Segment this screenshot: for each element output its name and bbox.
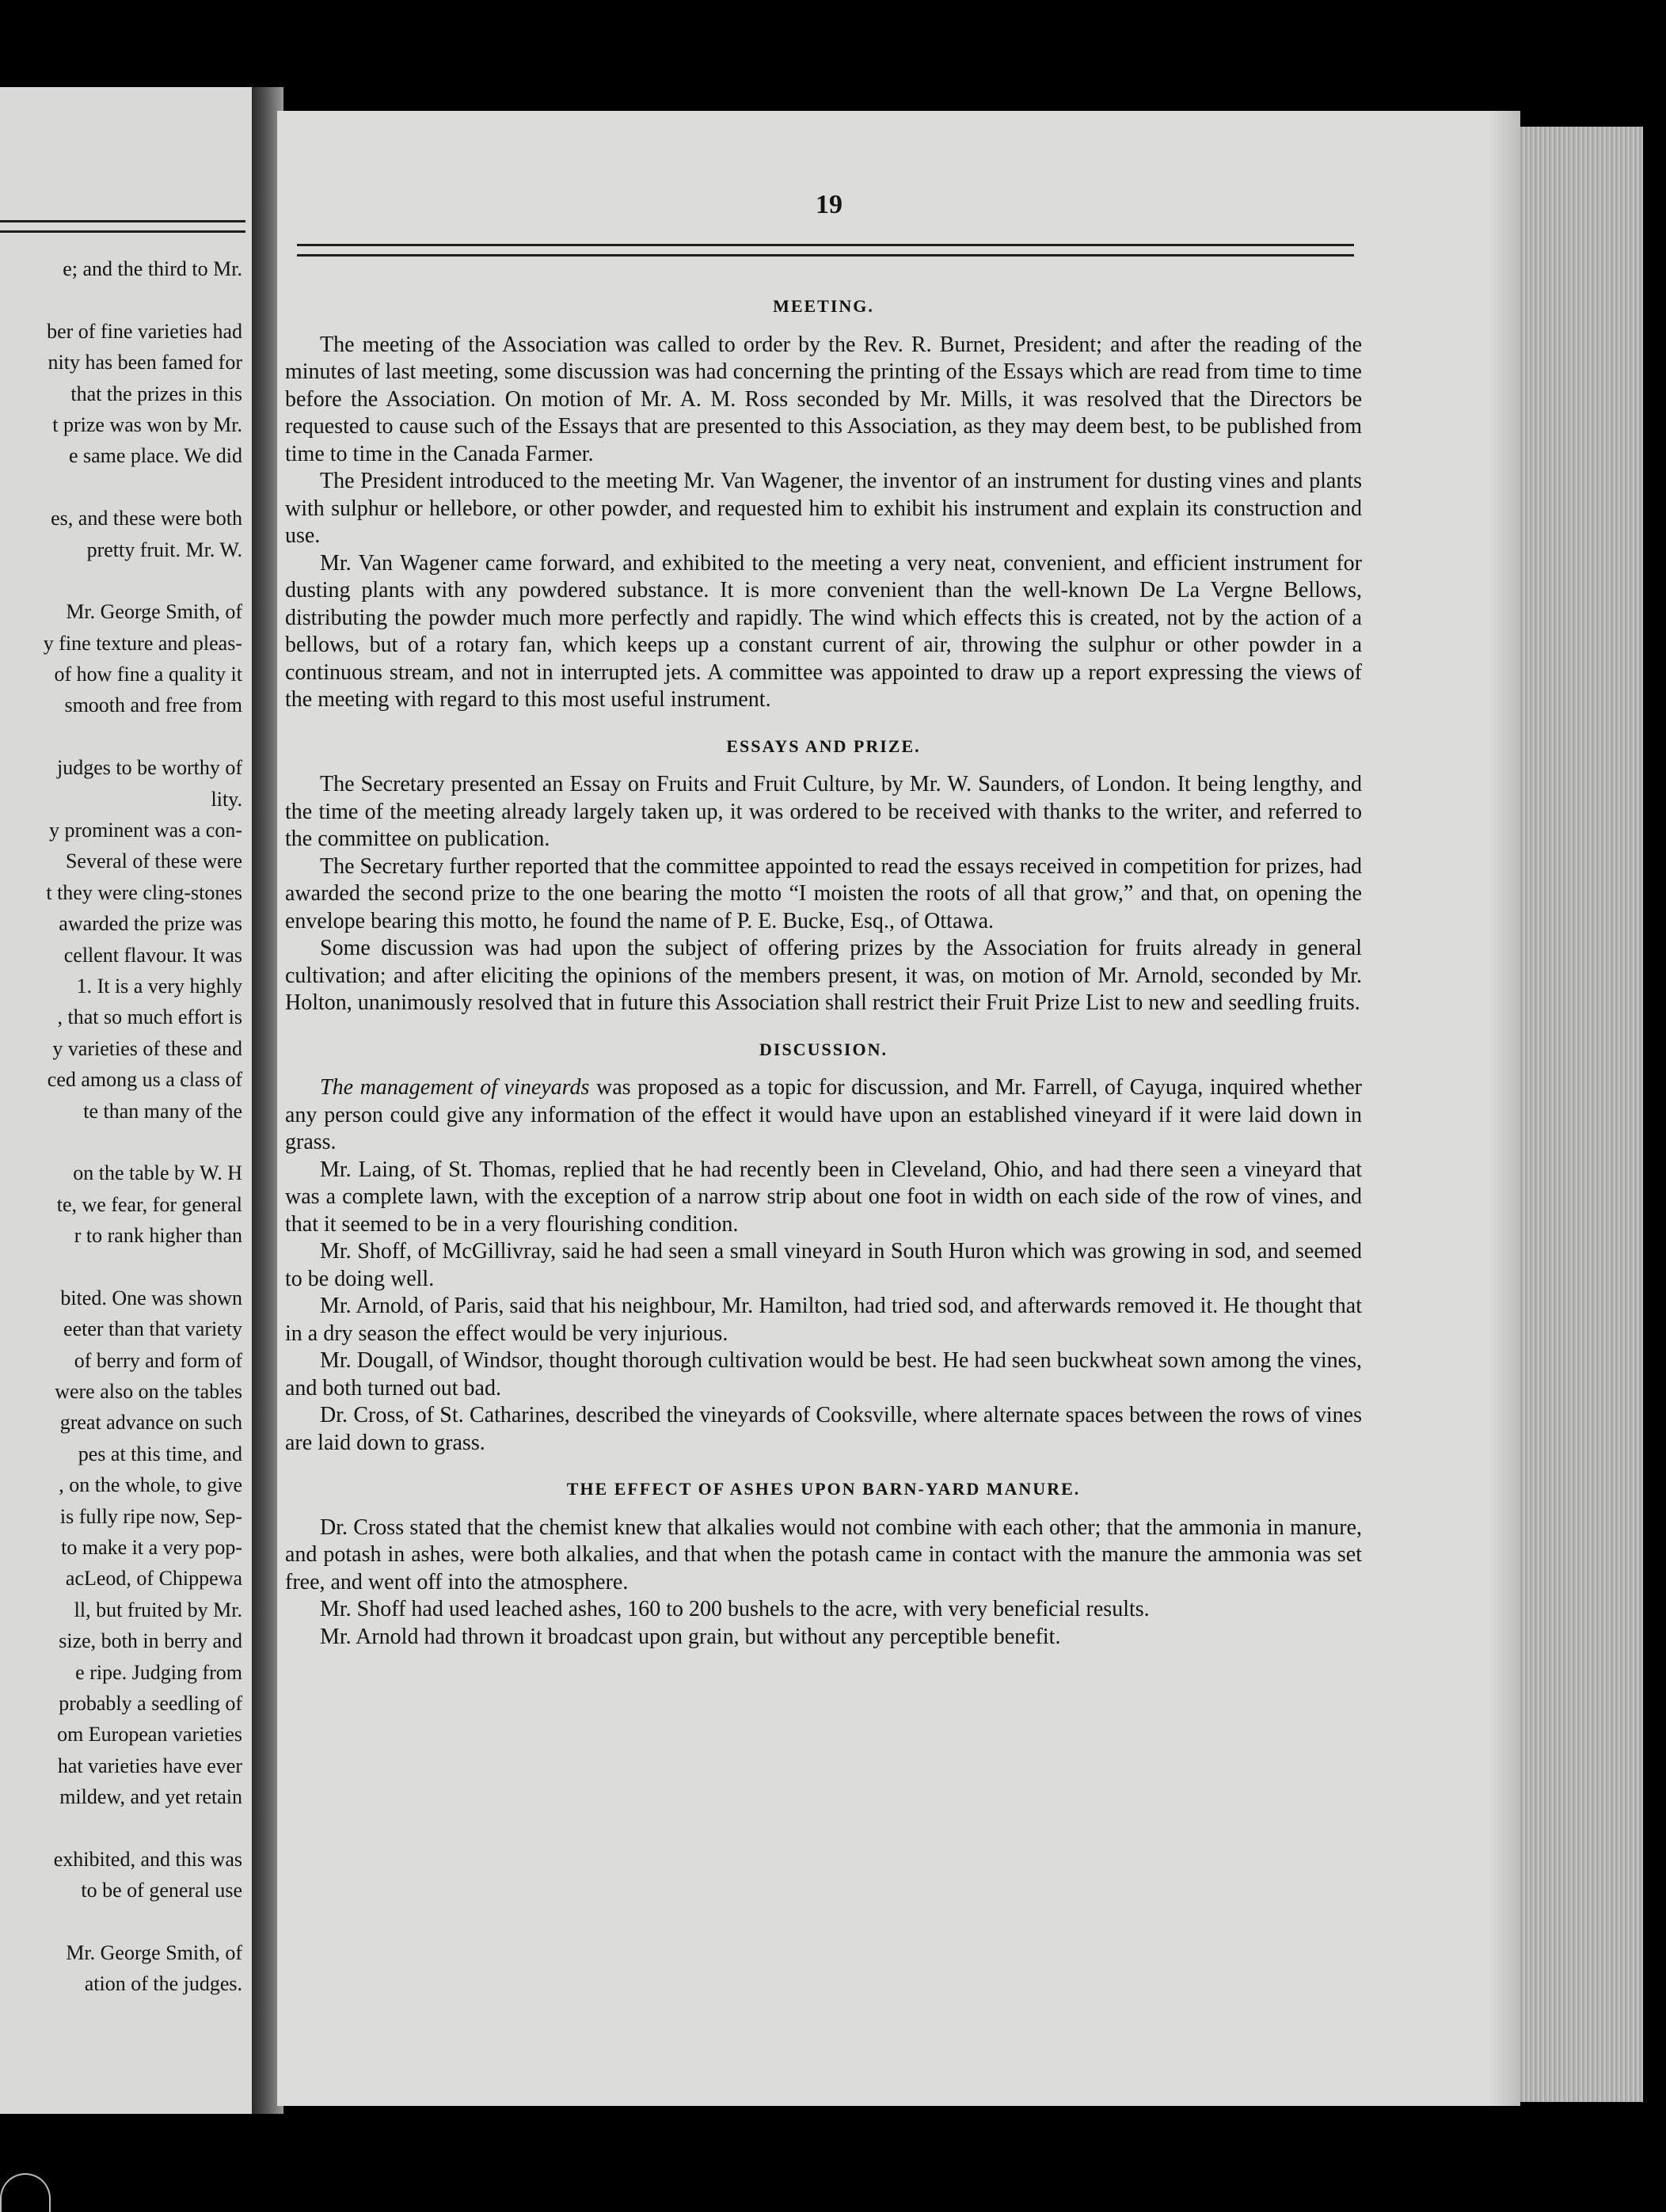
left-fragment: y varieties of these and <box>52 1036 242 1060</box>
left-fragment: exhibited, and this was <box>53 1847 242 1871</box>
paragraph: Mr. Van Wagener came forward, and exhibited to the meeting a very neat, convenient, and efficient instrument for dusting plants with any powdered substance. It is more convenient than the well-known De La Vergne Bellows, distributing the powder much more perfectly and rapidly. The wind which effects this is created, not by the action of a bellows, but of a rotary fan, which keeps up a constant current of air, throwing the sulphur or other powder in a continuous stream, and not in interrupted jets. A committee was appointed to draw up a report expressing the views of the meeting with regard to this most useful instrument. <box>285 550 1362 712</box>
left-fragment: te than many of the <box>83 1099 242 1123</box>
section-heading-essays: ESSAYS AND PRIZE. <box>726 735 921 756</box>
paragraph: Dr. Cross stated that the chemist knew that alkalies would not combine with each other; that the ammonia in manure, and potash in ashes, were both alkalies, and that when the potash came in contact with the manure the ammonia was set free, and went off into the atmosphere. <box>285 1515 1362 1594</box>
left-fragment: that the prizes in this <box>70 382 242 405</box>
left-fragment <box>0 1252 242 1283</box>
left-fragment: of berry and form of <box>74 1348 242 1372</box>
paragraph: The Secretary presented an Essay on Fruits and Fruit Culture, by Mr. W. Saunders, of London. It being lengthy, and the time of the meeting already largely taken up, it was ordered to be received with thanks to the writer, and referred to the committee on publication. <box>285 772 1362 851</box>
left-fragment: om European varieties <box>57 1723 242 1746</box>
left-fragment: great advance on such <box>59 1411 242 1435</box>
left-fragment: ced among us a class of <box>47 1068 242 1092</box>
left-page-rule <box>0 220 245 233</box>
left-fragment: e same place. We did <box>68 444 242 468</box>
left-fragment: t prize was won by Mr. <box>52 412 242 436</box>
paragraph-text: The meeting of the Association was called to order by the Rev. R. Burnet, President; and after the reading of the minutes of last meeting, some discussion was had concerning the printing of the Essays which are read from time to time before the Association. On motion of Mr. A. M. Ross seconded by Mr. Mills, it was resolved that the Directors be requested to cause such of the Essays that are presented to this Association, as they may deem best, to be published from time to time in the Canada Farmer. <box>285 332 1362 466</box>
left-fragment: e; and the third to Mr. <box>63 257 242 280</box>
page-edges <box>1508 127 1643 2102</box>
paragraph-text: was proposed as a topic for discussion, and Mr. Farrell, of Cayuga, inquired whether any person could give any information of the effect it would have upon an established vineyard if it were laid down in grass. <box>285 1075 1362 1154</box>
paragraph: Mr. Arnold had thrown it broadcast upon grain, but without any perceptible benefit. <box>320 1624 1061 1649</box>
left-fragment: Mr. George Smith, of <box>66 1941 242 1965</box>
left-fragment: ll, but fruited by Mr. <box>74 1598 242 1621</box>
left-page-text <box>0 253 242 2000</box>
paragraph: Mr. Shoff had used leached ashes, 160 to 200 bushels to the acre, with very beneficial results. <box>320 1597 1150 1621</box>
left-fragment: hat varieties have ever <box>57 1754 242 1777</box>
section-heading-meeting: MEETING. <box>773 296 874 316</box>
left-fragment: to be of general use <box>81 1879 242 1902</box>
left-fragment: pretty fruit. Mr. W. <box>86 538 242 561</box>
left-fragment: lity. <box>211 787 242 811</box>
paragraph: The Secretary further reported that the committee appointed to read the essays received in competition for prizes, had awarded the second prize to the one bearing the motto “I moisten the roots of all that grow,” and that, on opening the envelope bearing this motto, he found the name of P. E. Bucke, Esq., of Ottawa. <box>285 853 1362 933</box>
left-fragment <box>0 1906 242 1937</box>
left-fragment: e ripe. Judging from <box>75 1660 242 1684</box>
paragraph: Mr. Dougall, of Windsor, thought thorough cultivation would be best. He had seen buckwheat sown among the vines, and both turned out bad. <box>285 1348 1362 1401</box>
left-fragment: ber of fine varieties had <box>47 319 242 343</box>
paragraph: Mr. Arnold, of Paris, said that his neighbour, Mr. Hamilton, had tried sod, and afterwards removed it. He thought that in a dry season the effect would be very injurious. <box>285 1294 1362 1346</box>
left-fragment: bited. One was shown <box>60 1286 242 1309</box>
paragraph <box>285 332 1362 469</box>
left-fragment: is fully ripe now, Sep- <box>59 1504 242 1528</box>
left-fragment: to make it a very pop- <box>61 1536 242 1560</box>
left-fragment <box>0 721 242 752</box>
left-fragment: Several of these were <box>65 849 242 873</box>
left-fragment: acLeod, of Chippewa <box>65 1567 242 1591</box>
left-fragment: smooth and free from <box>64 694 242 717</box>
left-fragment: size, both in berry and <box>59 1629 242 1653</box>
left-fragment: t they were cling-stones <box>46 880 242 904</box>
left-fragment: ation of the judges. <box>84 1972 242 1996</box>
scan-corner-mark <box>0 2173 51 2212</box>
page-number: 19 <box>816 190 843 219</box>
paragraph: The President introduced to the meeting Mr. Van Wagener, the inventor of an instrument for dusting vines and plants with sulphur or hellebore, or other powder, and requested him to exhibit his instrument and explain its construction and use. <box>285 469 1362 548</box>
left-fragment: of how fine a quality it <box>54 663 242 686</box>
left-fragment: on the table by W. H <box>73 1161 242 1185</box>
paragraph: Mr. Laing, of St. Thomas, replied that he had recently been in Cleveland, Ohio, and had there seen a vineyard that was a complete lawn, with the exception of a narrow strip about one foot in width on each side of the row of vines, and that it seemed to be in a very flourishing condition. <box>285 1157 1362 1237</box>
paragraph: Dr. Cross, of St. Catharines, described the vineyards of Cooksville, where alternate spaces between the rows of vines are laid down to grass. <box>285 1403 1362 1455</box>
header-rule <box>297 244 1354 257</box>
left-fragment <box>0 1813 242 1844</box>
left-fragment: y fine texture and pleas- <box>43 631 242 655</box>
left-fragment <box>0 472 242 503</box>
left-fragment: nity has been famed for <box>48 351 242 374</box>
paragraph <box>285 1074 1362 1157</box>
left-fragment: Mr. George Smith, of <box>66 600 242 624</box>
left-fragment: pes at this time, and <box>78 1442 242 1465</box>
left-fragment <box>0 565 242 596</box>
page-body <box>285 293 1362 1651</box>
left-fragment: mildew, and yet retain <box>59 1785 242 1809</box>
left-fragment <box>0 1127 242 1157</box>
left-fragment: cellent flavour. It was <box>63 943 242 967</box>
left-fragment: were also on the tables <box>55 1380 242 1404</box>
left-fragment: eeter than that variety <box>63 1317 242 1341</box>
paragraph: Some discussion was had upon the subject of offering prizes by the Association for fruits already in general cultivation; and after eliciting the opinions of the members present, it was, on motion of Mr. Arnold, seconded by Mr. Holton, unanimously resolved that in future this Association shall restrict their Fruit Prize List to new and seedling fruits. <box>285 936 1362 1015</box>
left-fragment: probably a seedling of <box>59 1691 242 1715</box>
left-fragment: es, and these were both <box>51 507 242 530</box>
left-fragment: 1. It is a very highly <box>76 974 242 998</box>
left-fragment: judges to be worthy of <box>57 756 242 780</box>
left-fragment <box>0 284 242 315</box>
left-fragment: y prominent was a con- <box>48 819 242 842</box>
left-fragment: r to rank higher than <box>74 1224 242 1248</box>
left-fragment: , that so much effort is <box>57 1005 242 1029</box>
left-page <box>0 87 256 2114</box>
paragraph: Mr. Shoff, of McGillivray, said he had seen a small vineyard in South Huron which was growing in sod, and seemed to be doing well. <box>285 1239 1362 1291</box>
section-heading-ashes: THE EFFECT OF ASHES UPON BARN-YARD MANURE. <box>566 1479 1081 1499</box>
left-fragment: awarded the prize was <box>59 912 242 936</box>
section-heading-discussion: DISCUSSION. <box>759 1039 888 1059</box>
left-fragment: , on the whole, to give <box>59 1473 242 1497</box>
left-fragment: te, we fear, for general <box>56 1192 242 1216</box>
topic-italic: The management of vineyards <box>320 1075 590 1100</box>
